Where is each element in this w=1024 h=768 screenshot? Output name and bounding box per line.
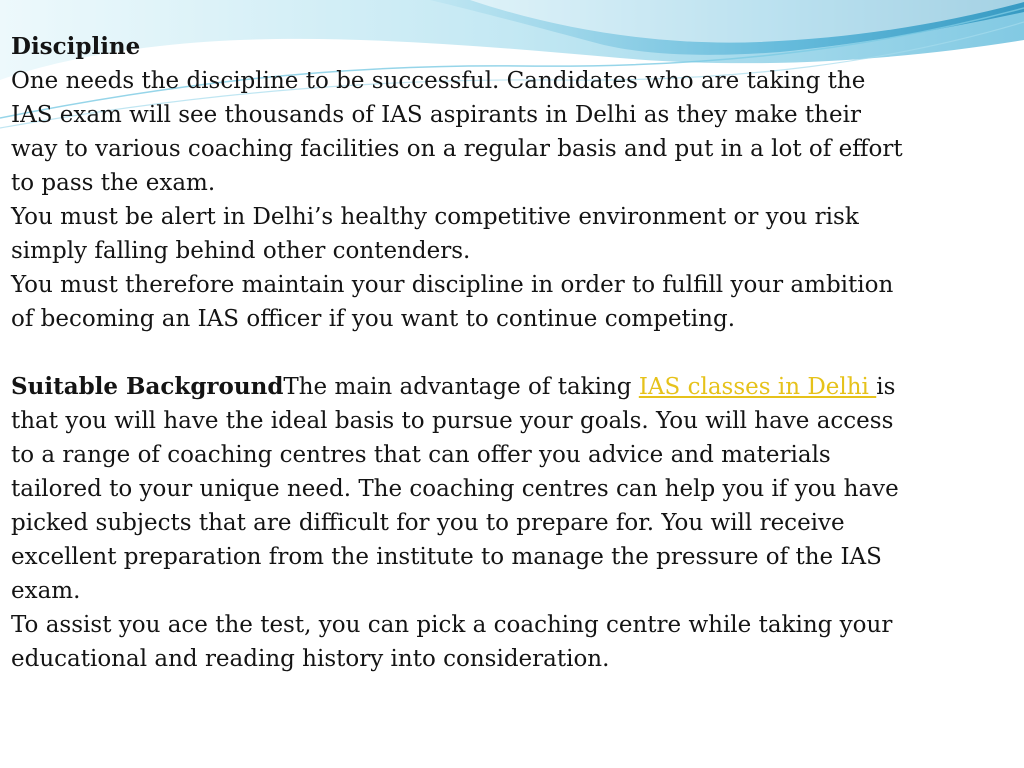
background-intro-text: The main advantage of taking xyxy=(283,374,639,400)
slide-body xyxy=(11,30,911,676)
discipline-paragraph-1: One needs the discipline to be successful. Candidates who are taking the IAS exam will see thousands of IAS aspirants in Delhi as they make their way to various coaching facilities on a regular basis and put in a lot of effort to pass the exam. xyxy=(11,68,903,196)
ias-classes-link[interactable]: IAS classes in Delhi xyxy=(638,374,877,400)
background-paragraph-1 xyxy=(11,370,911,608)
section-spacer xyxy=(11,336,911,370)
discipline-paragraph-3: You must therefore maintain your discipline in order to fulfill your ambition of becoming an IAS officer if you want to continue competing. xyxy=(11,272,894,332)
suitable-background-heading: Suitable Background xyxy=(11,373,284,400)
background-paragraph-2: To assist you ace the test, you can pick a coaching centre while taking your educational and reading history into consideration. xyxy=(11,612,893,672)
discipline-paragraph-2: You must be alert in Delhi’s healthy competitive environment or you risk simply falling behind other contenders. xyxy=(11,204,859,264)
background-body-text: is that you will have the ideal basis to pursue your goals. You will have access to a range of coaching centres that can offer you advice and materials tailored to your unique need. The coaching centres can help you if you have picked subjects that are difficult for you to prepare for. You will receive excellent preparation from the institute to manage the pressure of the IAS exam. xyxy=(11,374,899,604)
discipline-heading: Discipline xyxy=(11,33,141,60)
